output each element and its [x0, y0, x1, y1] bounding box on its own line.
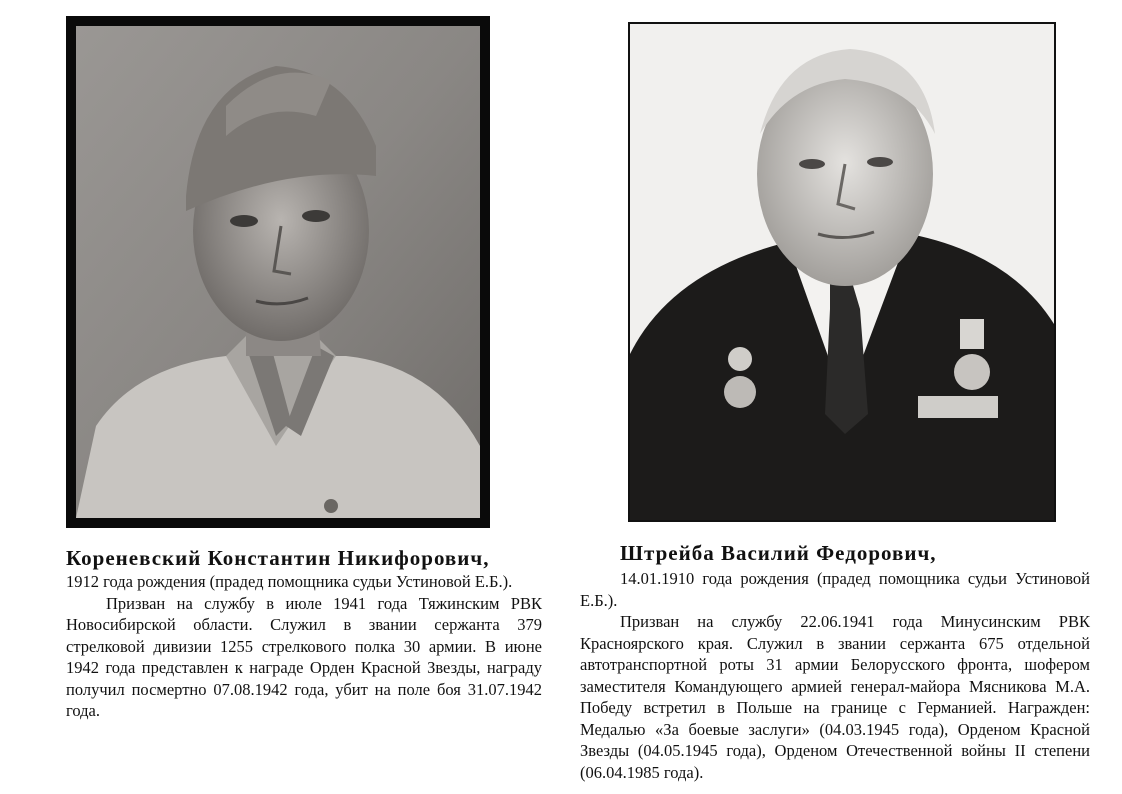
person-name-left: Кореневский Константин Никифорович, — [66, 546, 490, 570]
person-name-right: Штрейба Василий Федорович, — [620, 541, 937, 565]
portrait-shtreiba — [630, 24, 1054, 520]
birth-info-left: 1912 года рождения (прадед помощника судьи Устиновой Е.Б.). — [66, 572, 513, 591]
portrait-frame-left — [66, 16, 490, 528]
biography-left — [66, 545, 542, 722]
birth-info-right: 14.01.1910 года рождения (прадед помощника судьи Устиновой Е.Б.). — [580, 569, 1090, 610]
portrait-korenevsky — [76, 26, 480, 518]
bio-text-left: Призван на службу в июле 1941 года Тяжинским РВК Новосибирской области. Служил в звании сержанта 379 стрелковой дивизии 1255 стрелкового полка 30 армии. В июне 1942 года представлен к награде Орден Красной Звезды, награду получил посмертно 07.08.1942 года, убит на поле боя 31.07.1942 года. — [66, 593, 542, 720]
portrait-frame-right — [628, 22, 1056, 522]
bio-text-right: Призван на службу 22.06.1941 года Минусинским РВК Красноярского края. Служил в звании сержанта 675 отдельной автотранспортной роты 31 армии Белорусского фронта, шофером заместителя Командующего армией генерал-майора Мясникова М.А. Победу встретил в Польше на границе с Германией. Награжден: Медалью «За боевые заслуги» (04.03.1945 года), Орденом Красной Звезды (04.05.1945 года), Орденом Отечественной войны II степени (06.04.1985 года). — [580, 612, 1090, 782]
biography-right — [580, 540, 1090, 783]
